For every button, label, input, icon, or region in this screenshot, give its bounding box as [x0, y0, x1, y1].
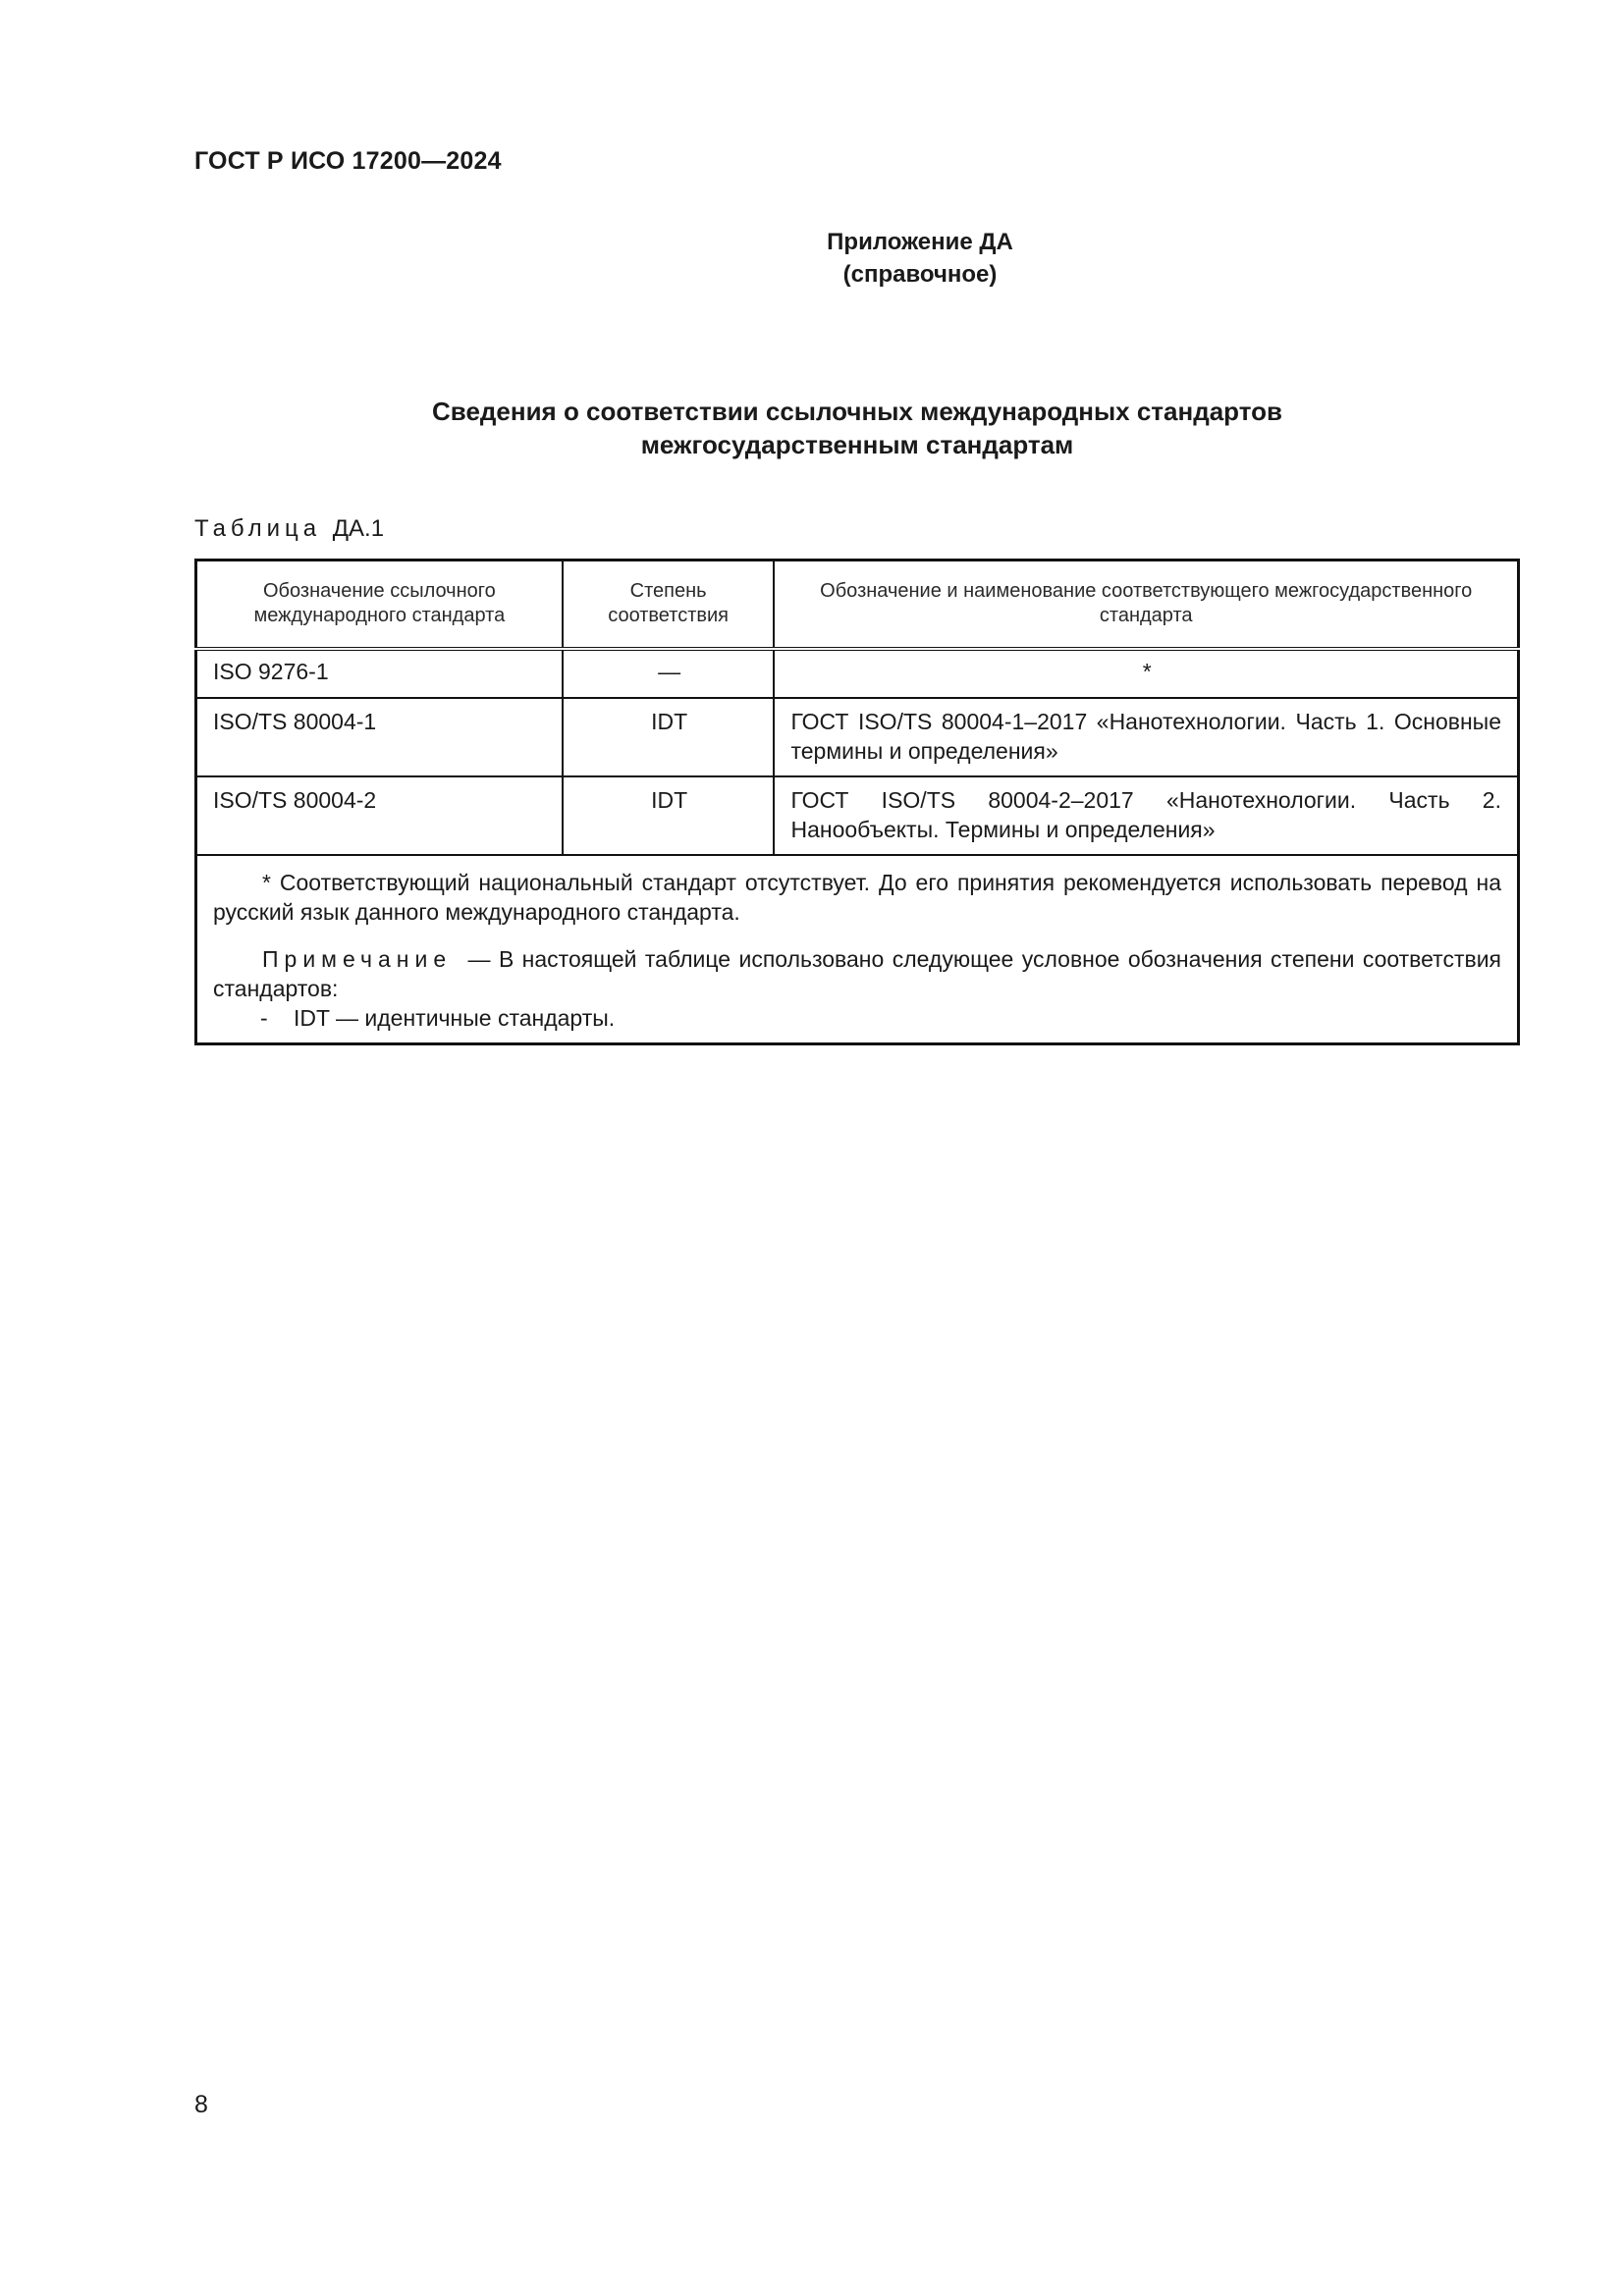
annex-title: Приложение ДА — [827, 229, 1013, 255]
cell-degree: IDT — [563, 698, 775, 776]
cell-degree: IDT — [563, 776, 775, 855]
column-header-degree: Степень соответствия — [563, 561, 775, 649]
table-row — [196, 649, 1519, 698]
document-code: ГОСТ Р ИСО 17200—2024 — [194, 147, 502, 175]
table-row — [196, 776, 1519, 855]
column-header-intl: Обозначение ссылочного международного стандарта — [196, 561, 563, 649]
table-notes — [196, 855, 1519, 1044]
note-text: — В настоящей таблице использовано следующее условное обозначения степени соответствия стандартов: — [213, 945, 1502, 1001]
cell-intl: ISO 9276-1 — [196, 649, 563, 698]
page-number: 8 — [194, 2091, 208, 2118]
table-notes-row — [196, 855, 1519, 1044]
note-bullet-item — [213, 1003, 1501, 1033]
section-title-line-1: Сведения о соответствии ссылочных международных стандартов — [432, 397, 1282, 426]
table-row — [196, 698, 1519, 776]
cell-degree: — — [563, 649, 775, 698]
cell-national: ГОСТ ISO/TS 80004-2–2017 «Нанотехнологии. Часть 2. Нанообъекты. Термины и определения» — [774, 776, 1518, 855]
cell-national: * — [774, 649, 1518, 698]
note-label: Примечание — [262, 945, 453, 972]
table-caption-number: ДА.1 — [332, 515, 385, 542]
table-footnote: * Соответствующий национальный стандарт отсутствует. До его принятия рекомендуется использовать перевод на русский язык данного международного стандарта. — [213, 869, 1501, 925]
cell-national: ГОСТ ISO/TS 80004-1–2017 «Нанотехнологии. Часть 1. Основные термины и определения» — [774, 698, 1518, 776]
table-caption — [194, 515, 384, 543]
annex-heading — [0, 226, 1624, 291]
section-title-line-2: межгосударственным стандартам — [640, 430, 1074, 459]
column-header-national: Обозначение и наименование соответствующего межгосударственного стандарта — [774, 561, 1518, 649]
table-caption-label: Таблица — [194, 515, 322, 542]
cell-intl: ISO/TS 80004-1 — [196, 698, 563, 776]
annex-subtitle: (справочное) — [842, 261, 998, 288]
table-header-row — [196, 561, 1519, 649]
standards-table — [194, 559, 1520, 1045]
table-note — [213, 944, 1501, 1003]
cell-intl: ISO/TS 80004-2 — [196, 776, 563, 855]
note-bullet-text: IDT — идентичные стандарты. — [294, 1004, 616, 1031]
bullet-dash: - — [260, 1004, 268, 1031]
section-title — [194, 395, 1520, 461]
